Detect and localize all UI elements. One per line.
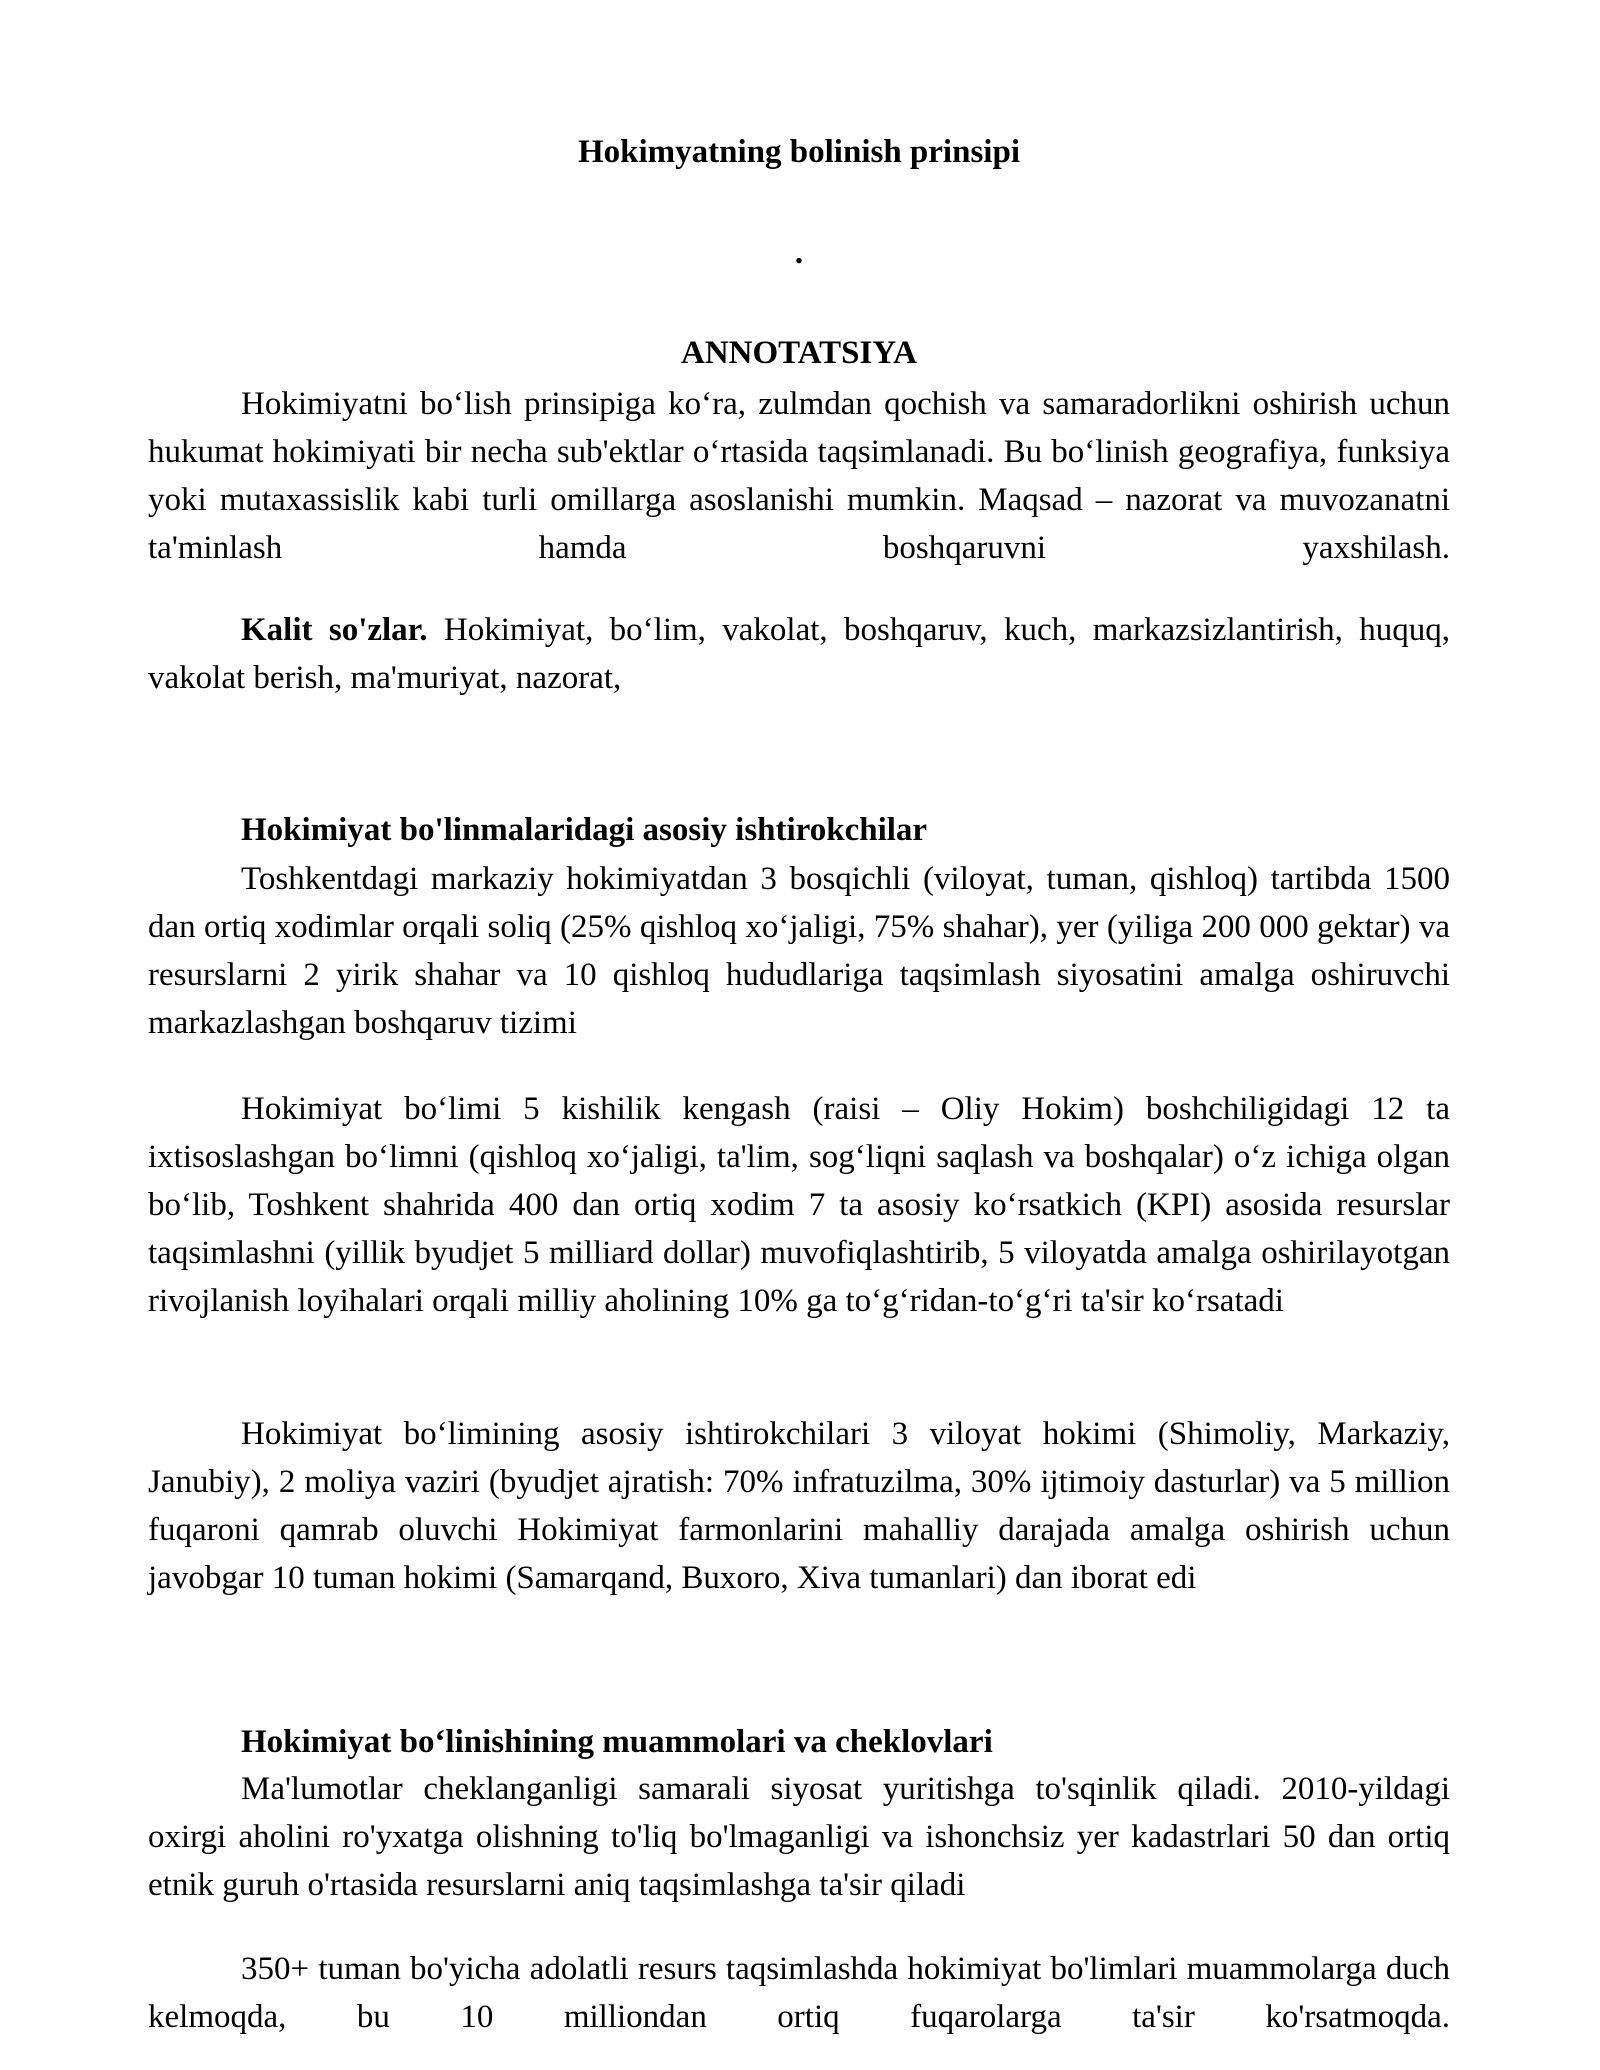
section-heading-problems: Hokimiyat bo‘linishining muammolari va cheklovlari (241, 1724, 993, 1760)
section1-paragraph-3: Hokimiyat bo‘limining asosiy ishtirokchilari 3 viloyat hokimi (Shimoliy, Markaziy, Janubiy), 2 moliya vaziri (byudjet ajratish: 70% infratuzilma, 30% ijtimoiy dasturlar) va 5 million fuqaroni qamrab oluvchi Hokimiyat farmonlarini mahalliy darajada amalga oshirish uchun javobgar 10 tuman hokimi (Samarqand, Buxoro, Xiva tumanlari) dan iborat edi (148, 1416, 1450, 1596)
document-page (148, 0, 1450, 2070)
keywords-paragraph (148, 606, 1450, 702)
section1-paragraph-2: Hokimiyat bo‘limi 5 kishilik kengash (raisi – Oliy Hokim) boshchiligidagi 12 ta ixtisoslashgan bo‘limni (qishloq xo‘jaligi, ta'lim, sog‘liqni saqlash va boshqalar) o‘z ichiga olgan bo‘lib, Toshkent shahrida 400 dan ortiq xodim 7 ta asosiy ko‘rsatkich (KPI) asosida resurslar taqsimlashni (yillik byudjet 5 milliard dollar) muvofiqlashtirib, 5 viloyatda amalga oshirilayotgan rivojlanish loyihalari orqali milliy aholining 10% ga to‘g‘ridan-to‘g‘ri ta'sir ko‘rsatadi (148, 1091, 1450, 1319)
title-separator: . (794, 235, 804, 271)
annotation-heading: ANNOTATSIYA (681, 335, 917, 371)
section1-paragraph-1: Toshkentdagi markaziy hokimiyatdan 3 bosqichli (viloyat, tuman, qishloq) tartibda 1500 dan ortiq xodimlar orqali soliq (25% qishloq xo‘jaligi, 75% shahar), yer (yiliga 200 000 gektar) va resurslarni 2 yirik shahar va 10 qishloq hududlariga taqsimlash siyosatini amalga oshiruvchi markazlashgan boshqaruv tizimi (148, 861, 1450, 1041)
annotation-paragraph: Hokimiyatni bo‘lish prinsipiga ko‘ra, zulmdan qochish va samaradorlikni oshirish uchun hukumat hokimiyati bir necha sub'ektlar o‘rtasida taqsimlanadi. Bu bo‘linish geografiya, funksiya yoki mutaxassislik kabi turli omillarga asoslanishi mumkin. Maqsad – nazorat va muvozanatni ta'minlash hamda boshqaruvni yaxshilash. (148, 386, 1450, 566)
keywords-label: Kalit so'zlar. (241, 612, 428, 648)
section2-paragraph-1: Ma'lumotlar cheklanganligi samarali siyosat yuritishga to'sqinlik qiladi. 2010-yildagi oxirgi aholini ro'yxatga olishning to'liq bo'lmaganligi va ishonchsiz yer kadastrlari 50 dan ortiq etnik guruh o'rtasida resurslarni aniq taqsimlashga ta'sir qiladi (148, 1771, 1450, 1903)
section2-paragraph-2: 350+ tuman bo'yicha adolatli resurs taqsimlashda hokimiyat bo'limlari muammolarga duch kelmoqda, bu 10 milliondan ortiq fuqarolarga ta'sir ko'rsatmoqda. (148, 1951, 1450, 2035)
document-title: Hokimyatning bolinish prinsipi (577, 134, 1020, 170)
keywords-text: Hokimiyat, bo‘lim, vakolat, boshqaruv, kuch, markazsizlantirish, huquq, vakolat berish, ma'muriyat, nazorat, (148, 612, 1450, 696)
section-heading-participants: Hokimiyat bo'linmalaridagi asosiy ishtirokchilar (241, 812, 928, 848)
